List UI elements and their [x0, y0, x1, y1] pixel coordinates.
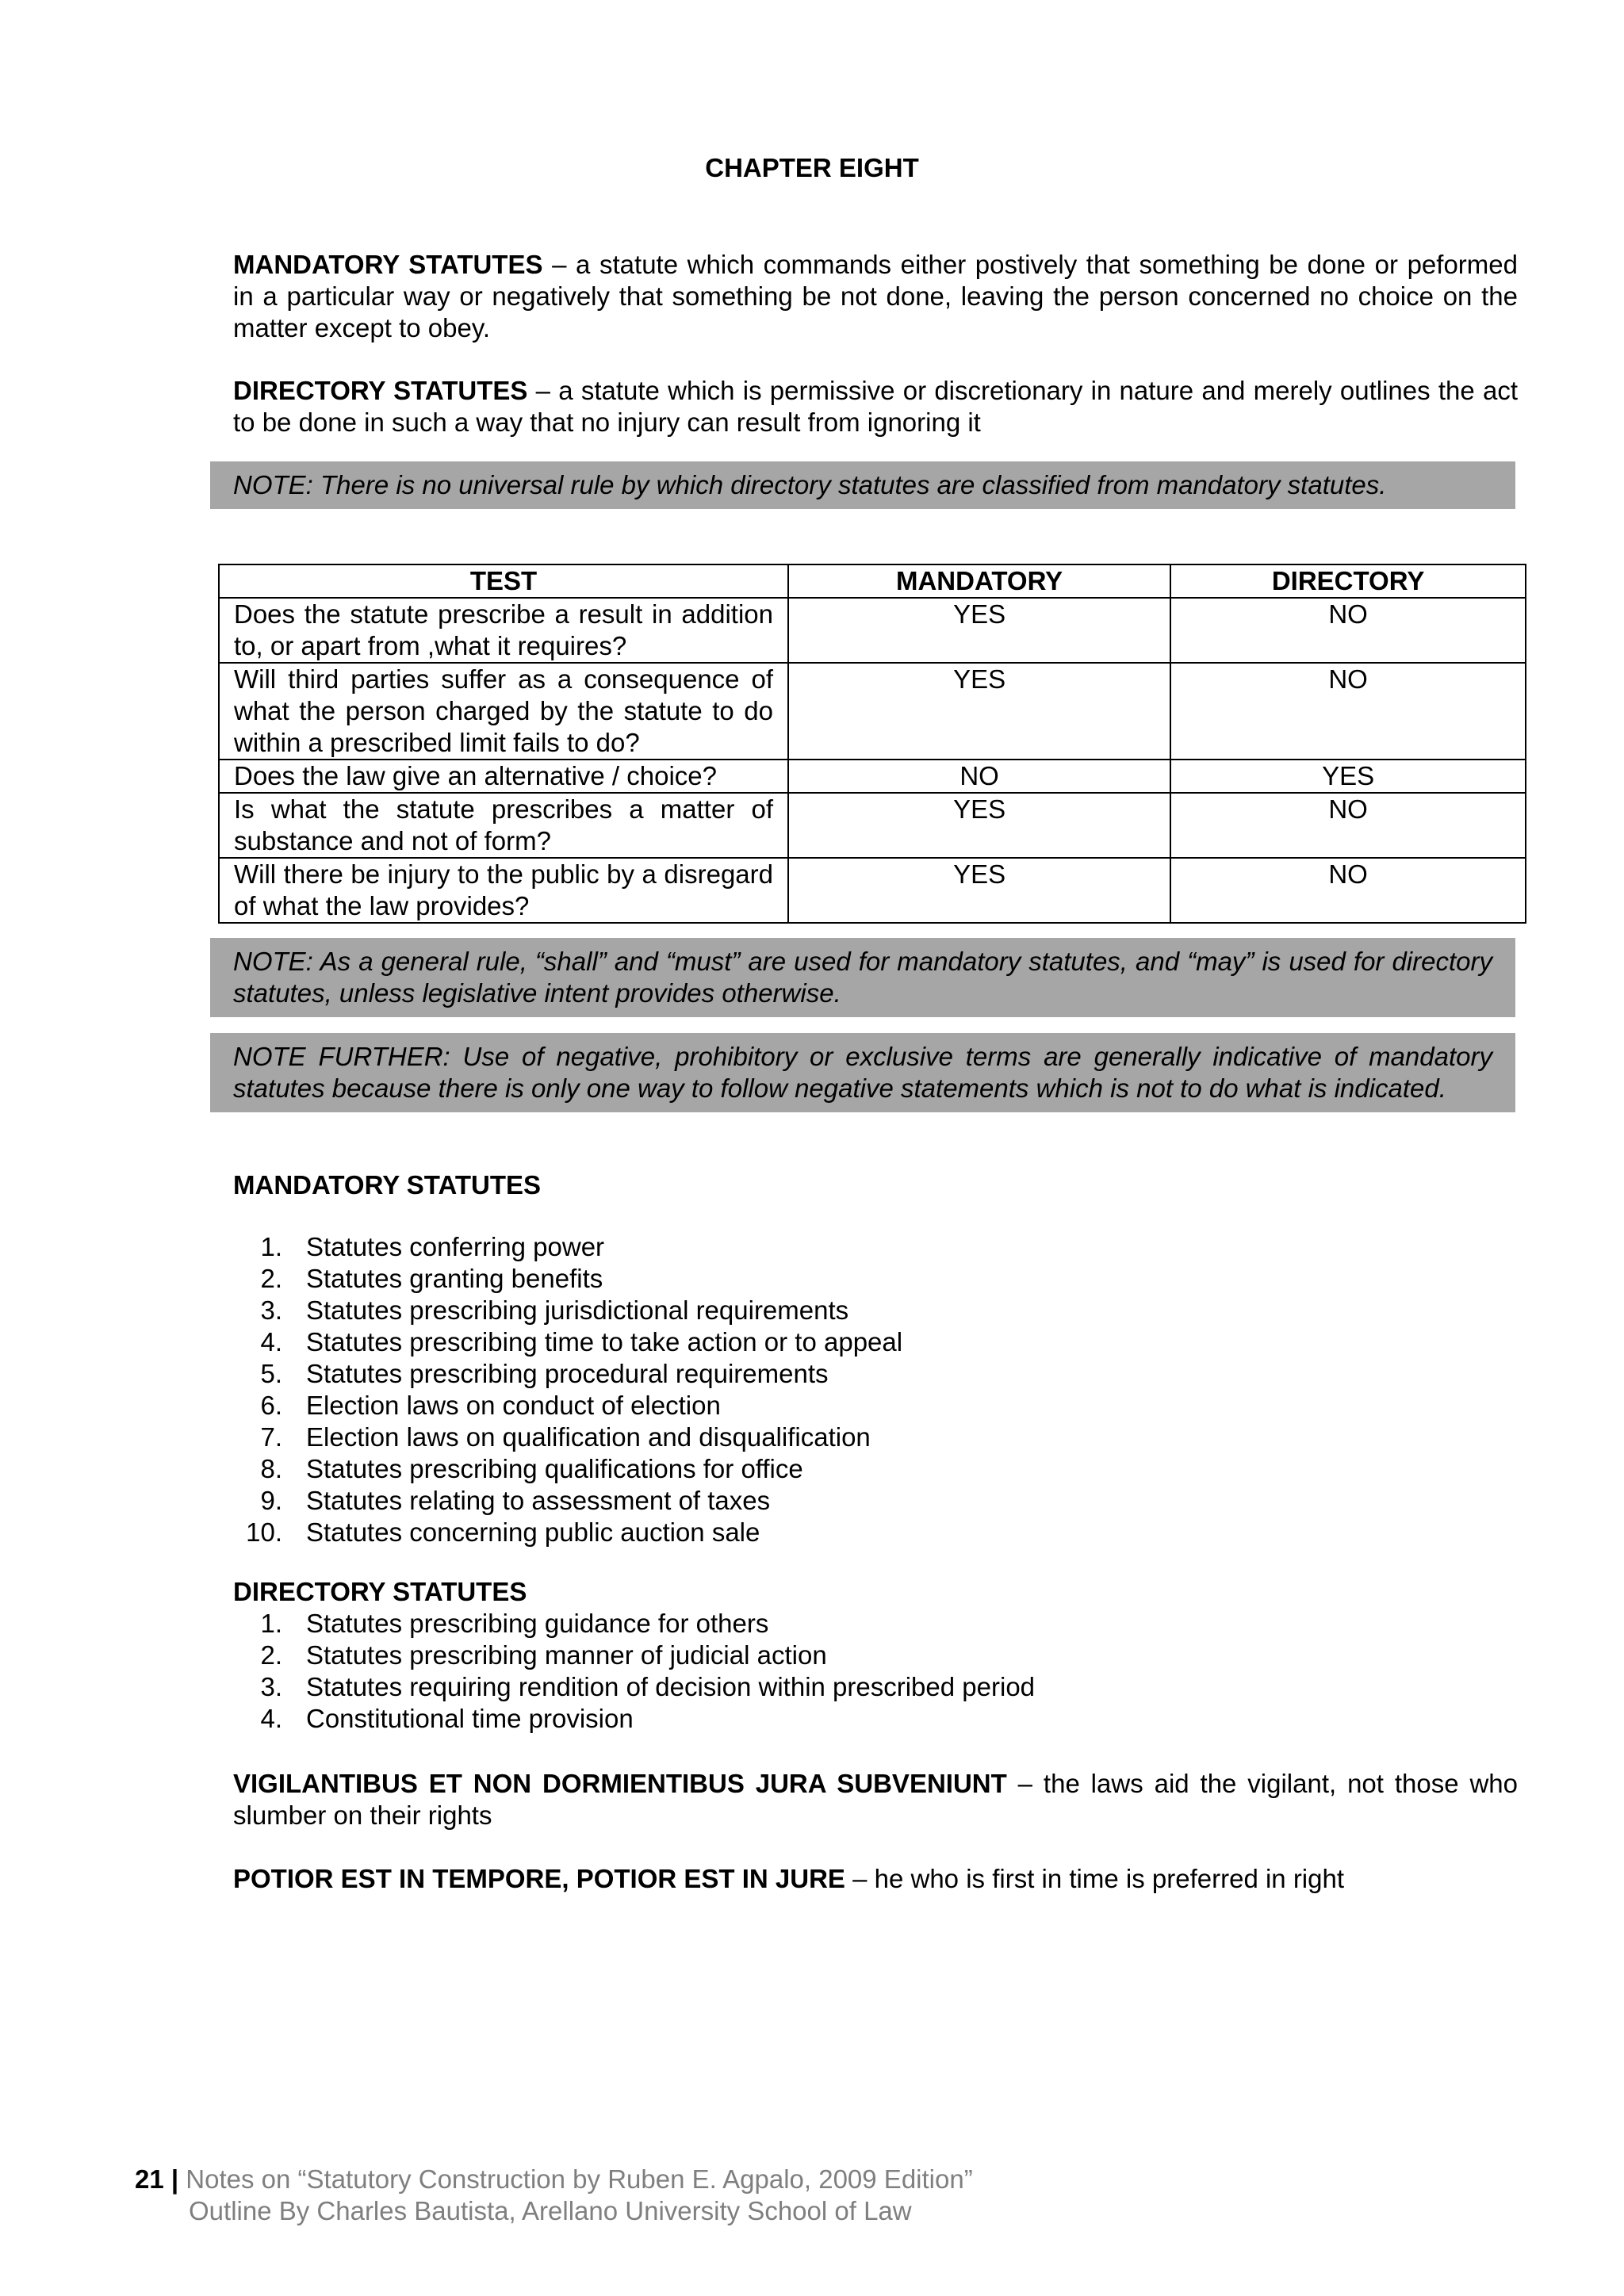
list-item: 9. Statutes relating to assessment of taxes — [260, 1486, 771, 1515]
maxim-vigilantibus — [233, 1768, 1518, 1831]
footer-line-2: Outline By Charles Bautista, Arellano University School of Law — [189, 2196, 912, 2225]
page-number: 21 | — [135, 2164, 179, 2194]
table-row — [219, 793, 1526, 858]
definition-mandatory — [233, 249, 1518, 344]
test-cell: Does the statute prescribe a result in addition to, or apart from ,what it requires? — [219, 598, 788, 663]
list-item: 4. Statutes prescribing time to take action or to appeal — [260, 1327, 903, 1357]
test-cell: Will there be injury to the public by a disregard of what the law provides? — [219, 858, 788, 923]
list-item: 1. Statutes prescribing guidance for others — [260, 1609, 769, 1638]
test-cell: Is what the statute prescribes a matter of substance and not of form? — [219, 793, 788, 858]
table-row — [219, 858, 1526, 923]
maxim-potior — [233, 1863, 1518, 1895]
page-footer — [135, 2164, 973, 2227]
mandatory-cell: NO — [788, 760, 1170, 793]
list-item: 2. Statutes granting benefits — [260, 1264, 603, 1293]
table-header-row — [219, 564, 1526, 598]
test-cell: Does the law give an alternative / choice? — [219, 760, 788, 793]
table-row — [219, 760, 1526, 793]
header-test: TEST — [219, 564, 788, 598]
directory-cell: NO — [1170, 858, 1526, 923]
list-item: 8. Statutes prescribing qualifications for office — [260, 1454, 803, 1483]
definition-text: – a statute which commands either postively that something be done or peformed in a particular way or negatively that something be not done, leaving the person concerned no choice on the matter except to obey. — [233, 250, 1518, 342]
mandatory-list-heading: MANDATORY STATUTES — [233, 1170, 542, 1200]
header-directory: DIRECTORY — [1170, 564, 1526, 598]
list-item: 6. Election laws on conduct of election — [260, 1391, 721, 1420]
maxim-term: VIGILANTIBUS ET NON DORMIENTIBUS JURA SUBVENIUNT — [233, 1769, 1007, 1798]
note-box-1: NOTE: There is no universal rule by which directory statutes are classified from mandatory statutes. — [210, 461, 1515, 509]
directory-list-heading: DIRECTORY STATUTES — [233, 1577, 527, 1606]
mandatory-cell: YES — [788, 663, 1170, 760]
definition-text: – a statute which is permissive or discretionary in nature and merely outlines the act to be done in such a way that no injury can result from ignoring it — [233, 376, 1518, 437]
list-item: 2. Statutes prescribing manner of judicial action — [260, 1640, 827, 1670]
list-item: 3. Statutes requiring rendition of decision within prescribed period — [260, 1672, 1036, 1701]
maxim-term: POTIOR EST IN TEMPORE, POTIOR EST IN JURE — [233, 1864, 845, 1893]
list-item: 3. Statutes prescribing jurisdictional requirements — [260, 1295, 849, 1325]
maxim-text: – the laws aid the vigilant, not those who slumber on their rights — [233, 1769, 1519, 1830]
test-table — [218, 564, 1526, 924]
header-mandatory: MANDATORY — [788, 564, 1170, 598]
directory-cell: NO — [1170, 598, 1526, 663]
mandatory-cell: YES — [788, 858, 1170, 923]
mandatory-cell: YES — [788, 793, 1170, 858]
list-item: 1. Statutes conferring power — [260, 1232, 605, 1261]
directory-cell: NO — [1170, 793, 1526, 858]
directory-cell: NO — [1170, 663, 1526, 760]
definition-directory — [233, 375, 1518, 438]
list-item: 5. Statutes prescribing procedural requirements — [260, 1359, 829, 1388]
directory-list — [233, 1608, 1035, 1735]
note-box-3: NOTE FURTHER: Use of negative, prohibitory or exclusive terms are generally indicative of mandatory statutes because there is only one way to follow negative statements which is not to do what is indicated. — [210, 1033, 1515, 1112]
definition-term: MANDATORY STATUTES — [233, 250, 543, 279]
footer-line-1: Notes on “Statutory Construction by Ruben E. Agpalo, 2009 Edition” — [186, 2164, 973, 2194]
list-item: 4. Constitutional time provision — [260, 1704, 634, 1733]
mandatory-list — [233, 1231, 902, 1548]
chapter-title: CHAPTER EIGHT — [705, 153, 919, 182]
list-item: 10. Statutes concerning public auction sale — [246, 1517, 760, 1547]
directory-cell: YES — [1170, 760, 1526, 793]
maxim-text: – he who is first in time is preferred in right — [845, 1864, 1345, 1893]
note-box-2: NOTE: As a general rule, “shall” and “must” are used for mandatory statutes, and “may” is used for directory statutes, unless legislative intent provides otherwise. — [210, 938, 1515, 1017]
table-row — [219, 663, 1526, 760]
test-cell: Will third parties suffer as a consequence of what the person charged by the statute to do within a prescribed limit fails to do? — [219, 663, 788, 760]
mandatory-cell: YES — [788, 598, 1170, 663]
list-item: 7. Election laws on qualification and disqualification — [260, 1422, 871, 1452]
definition-term: DIRECTORY STATUTES — [233, 376, 528, 405]
table-row — [219, 598, 1526, 663]
